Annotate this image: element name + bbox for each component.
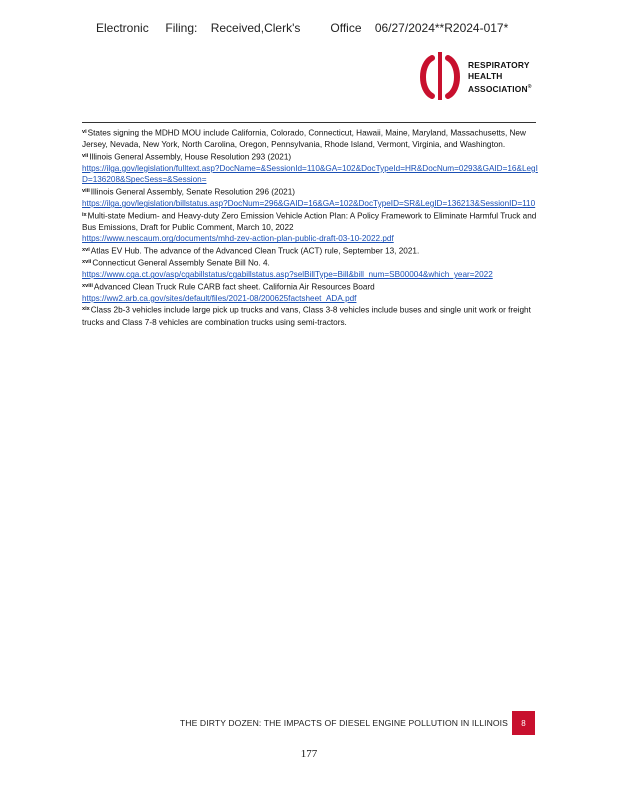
lung-logo-icon xyxy=(418,50,464,104)
filing-stamp-header: Electronic Filing: Received,Clerk's Office 06/27/2024**R2024-017* xyxy=(96,21,509,35)
endnote: $^{ix}$Multi-state Medium- and Heavy-duty Zero Emission Vehicle Action Plan: A Policy Framework to Eliminate Harmful Truck and Bus Emissions, Draft for Public Comment, March 10, 2022 https://www.nescaum.org/documents/mhd-zev-action-plan-public-draft-03-10-2022.pdf xyxy=(82,211,537,244)
endnote-link[interactable]: https://ilga.gov/legislation/fulltext.asp?DocName=&SessionId=110&GA=102&DocTypeId=HR&DocNum=0293&GAID=16&LegID=136208&SpecSess=&Session= xyxy=(82,163,538,185)
endnote: $^{vi}$States signing the MDHD MOU include California, Colorado, Connecticut, Hawaii, Maine, Maryland, Massachusetts, New Jersey, Nevada, New York, North Carolina, Oregon, Pennsylvania, Rhode Island, Vermont, Virginia, and Washington. xyxy=(82,128,526,150)
endnote-link[interactable]: https://ilga.gov/legislation/billstatus.asp?DocNum=296&GAID=16&GA=102&DocTypeID=SR&LegID=136213&SessionID=110 xyxy=(82,199,536,209)
endnote: $^{vii}$Illinois General Assembly, House Resolution 293 (2021) https://ilga.gov/legislation/fulltext.asp?DocName=&SessionId=110&GA=102&DocTypeId=HR&DocNum=0293&GAID=16&LegID=136208&SpecSess=&Session= xyxy=(82,152,538,185)
endnote: $^{xix}$Class 2b-3 vehicles include large pick up trucks and vans, Class 3-8 vehicles include buses and single unit work or freight trucks and Class 7-8 vehicles are combination trucks using semi-tractors. xyxy=(82,305,531,327)
endnote: $^{xvi}$Atlas EV Hub. The advance of the Advanced Clean Truck (ACT) rule, September 13, 2021. xyxy=(82,246,420,256)
endnote-link[interactable]: https://www.cga.ct.gov/asp/cgabillstatus/cgabillstatus.asp?selBillType=Bill&bill_num=SB00004&which_year=2022 xyxy=(82,270,493,280)
endnote-link[interactable]: https://ww2.arb.ca.gov/sites/default/files/2021-08/200625factsheet_ADA.pdf xyxy=(82,293,357,303)
page-number-badge: 8 xyxy=(512,711,535,735)
logo-line-respiratory: RESPIRATORY xyxy=(468,60,530,70)
logo-line-association: ASSOCIATION® xyxy=(468,83,532,94)
logo-line-health: HEALTH xyxy=(468,71,503,81)
endnote: $^{viii}$Illinois General Assembly, Senate Resolution 296 (2021) https://ilga.gov/legislation/billstatus.asp?DocNum=296&GAID=16&GA=102&DocTypeID=SR&LegID=136213&SessionID=110 xyxy=(82,187,536,209)
endnote-link[interactable]: https://www.nescaum.org/documents/mhd-zev-action-plan-public-draft-03-10-2022.pdf xyxy=(82,234,394,244)
footer-report-title: THE DIRTY DOZEN: THE IMPACTS OF DIESEL ENGINE POLLUTION IN ILLINOIS xyxy=(179,718,508,728)
endnotes-list xyxy=(82,127,538,328)
endnote: $^{xvii}$Connecticut General Assembly Senate Bill No. 4. https://www.cga.ct.gov/asp/cgabillstatus/cgabillstatus.asp?selBillType=Bill&bill_num=SB00004&which_year=2022 xyxy=(82,258,493,280)
rha-logo xyxy=(418,50,538,104)
exhibit-page-number: 177 xyxy=(300,748,318,760)
endnote: $^{xviii}$Advanced Clean Truck Rule CARB fact sheet. California Air Resources Board https://ww2.arb.ca.gov/sites/default/files/2021-08/200625factsheet_ADA.pdf xyxy=(82,282,375,303)
footnote-divider xyxy=(82,122,536,123)
